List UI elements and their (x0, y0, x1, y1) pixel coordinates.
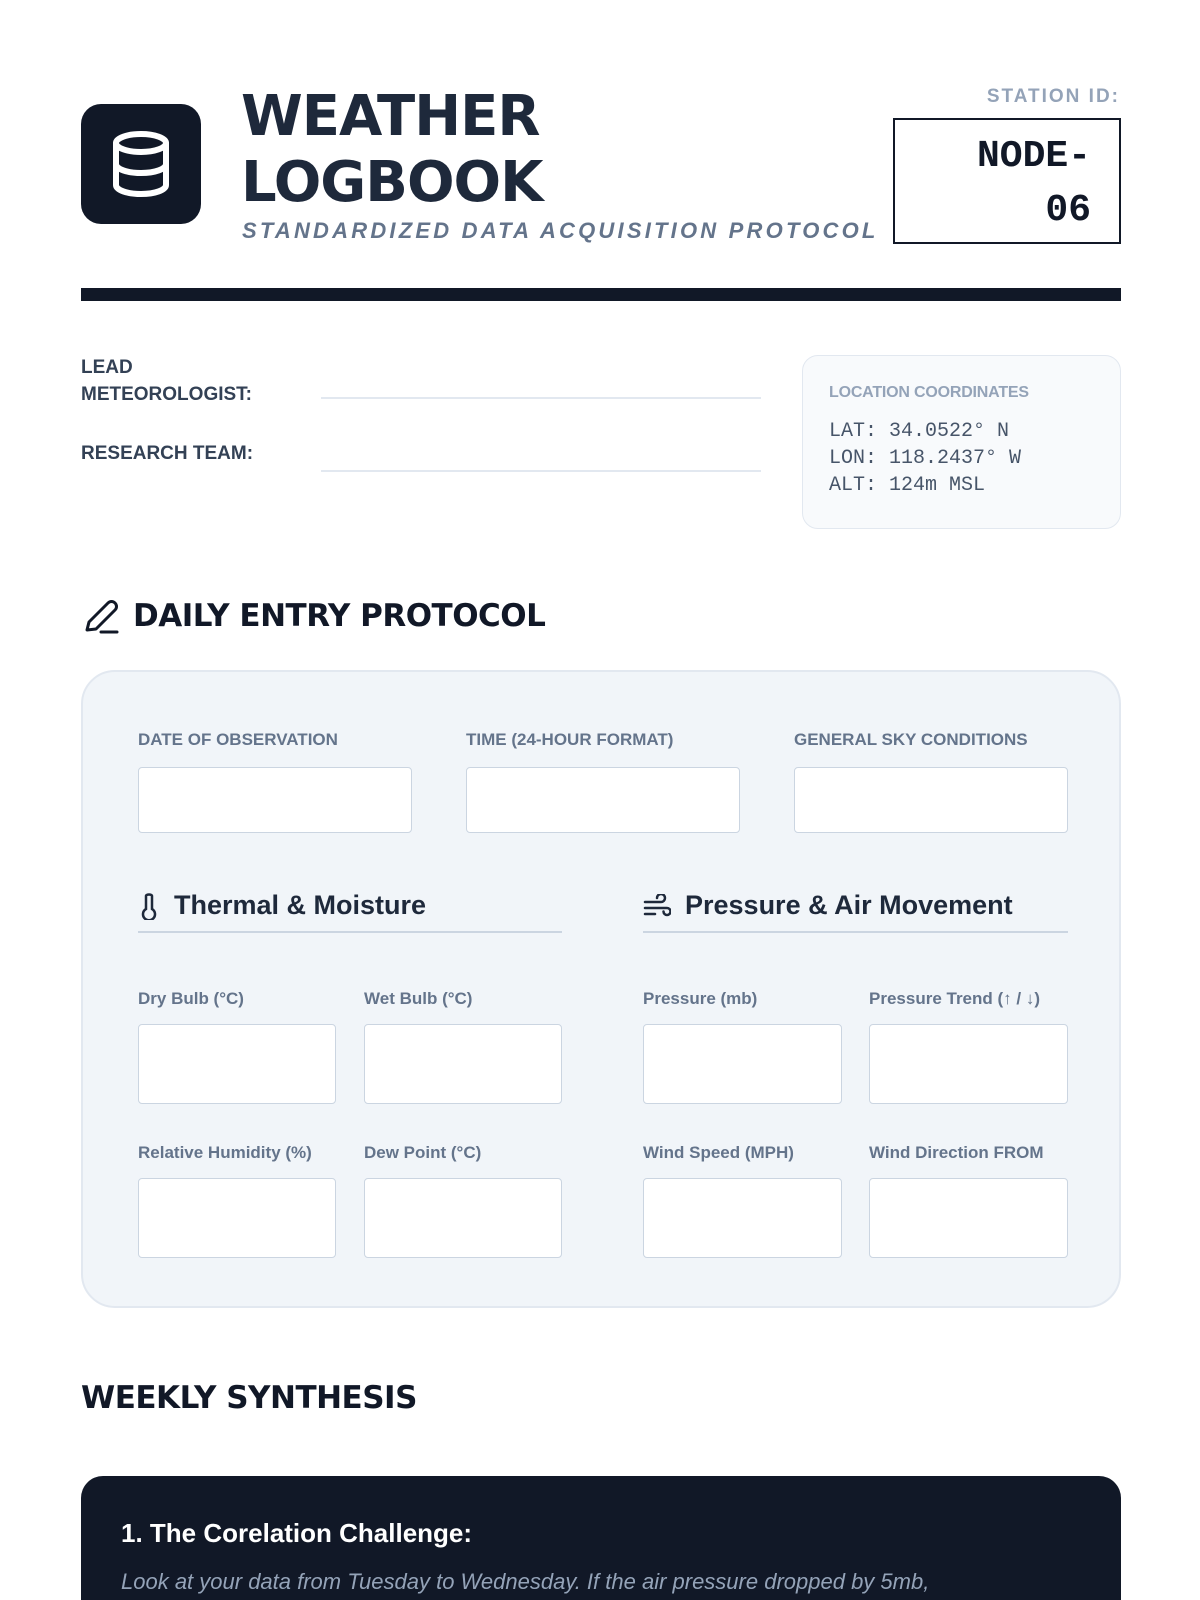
thermal-moisture-heading (138, 890, 562, 933)
header-divider (81, 288, 1121, 301)
pressure-air-heading (643, 890, 1068, 933)
research-team-label: RESEARCH TEAM: (81, 443, 254, 464)
wind-speed-field[interactable] (643, 1178, 842, 1258)
wet-bulb-label: Wet Bulb (°C) (364, 989, 473, 1008)
wind-speed-label: Wind Speed (MPH) (643, 1143, 794, 1162)
pressure-trend-label: Pressure Trend (↑ / ↓) (869, 989, 1040, 1008)
station-id-line-2: 06 (1045, 189, 1091, 232)
thermal-moisture-title: Thermal & Moisture (174, 890, 427, 920)
time-field[interactable] (466, 767, 740, 833)
page-title (241, 84, 543, 216)
location-title: LOCATION COORDINATES (829, 384, 1029, 401)
daily-entry-title: DAILY ENTRY PROTOCOL (133, 598, 546, 634)
lead-meteorologist-field[interactable] (321, 397, 761, 399)
location-card (802, 355, 1121, 529)
dew-point-label: Dew Point (°C) (364, 1143, 482, 1162)
thermometer-icon (138, 892, 160, 920)
database-icon (110, 131, 172, 197)
lead-meteorologist-label (81, 354, 252, 408)
dew-point-field[interactable] (364, 1178, 562, 1258)
altitude-value: ALT: 124m MSL (829, 474, 986, 497)
sky-conditions-field[interactable] (794, 767, 1068, 833)
pressure-trend-field[interactable] (869, 1024, 1068, 1104)
latitude-value: LAT: 34.0522° N (829, 420, 1010, 443)
sky-conditions-label: GENERAL SKY CONDITIONS (794, 730, 1028, 749)
title-line-1: WEATHER (241, 84, 540, 149)
humidity-label: Relative Humidity (%) (138, 1143, 312, 1162)
pressure-air-title: Pressure & Air Movement (685, 890, 1013, 920)
daily-entry-heading (81, 596, 545, 636)
wet-bulb-field[interactable] (364, 1024, 562, 1104)
lead-label-line-2: METEOROLOGIST: (81, 384, 252, 405)
lead-label-line-1: LEAD (81, 357, 133, 378)
humidity-field[interactable] (138, 1178, 336, 1258)
location-values (829, 418, 1094, 499)
title-line-2: LOGBOOK (241, 150, 543, 215)
pencil-icon (81, 596, 121, 636)
pressure-field[interactable] (643, 1024, 842, 1104)
question-title: 1. The Corelation Challenge: (121, 1518, 473, 1548)
page-subtitle: STANDARDIZED DATA ACQUISITION PROTOCOL (242, 218, 879, 243)
wind-direction-field[interactable] (869, 1178, 1068, 1258)
longitude-value: LON: 118.2437° W (829, 447, 1022, 470)
logo (81, 104, 201, 224)
station-id-label: STATION ID: (986, 86, 1120, 107)
dry-bulb-label: Dry Bulb (°C) (138, 989, 244, 1008)
station-id-box (893, 118, 1121, 244)
weekly-synthesis-heading: WEEKLY SYNTHESIS (81, 1380, 417, 1416)
daily-entry-panel (81, 670, 1121, 1308)
wind-direction-label: Wind Direction FROM (869, 1143, 1044, 1162)
date-label: DATE OF OBSERVATION (138, 730, 338, 749)
question-text: Look at your data from Tuesday to Wednesday. If the air pressure dropped by 5mb, (121, 1569, 930, 1594)
date-field[interactable] (138, 767, 412, 833)
dry-bulb-field[interactable] (138, 1024, 336, 1104)
question-card (81, 1476, 1121, 1600)
wind-icon (643, 894, 671, 918)
pressure-label: Pressure (mb) (643, 989, 758, 1008)
station-id-line-1: NODE- (976, 135, 1091, 178)
research-team-field[interactable] (321, 470, 761, 472)
time-label: TIME (24-HOUR FORMAT) (466, 730, 674, 749)
